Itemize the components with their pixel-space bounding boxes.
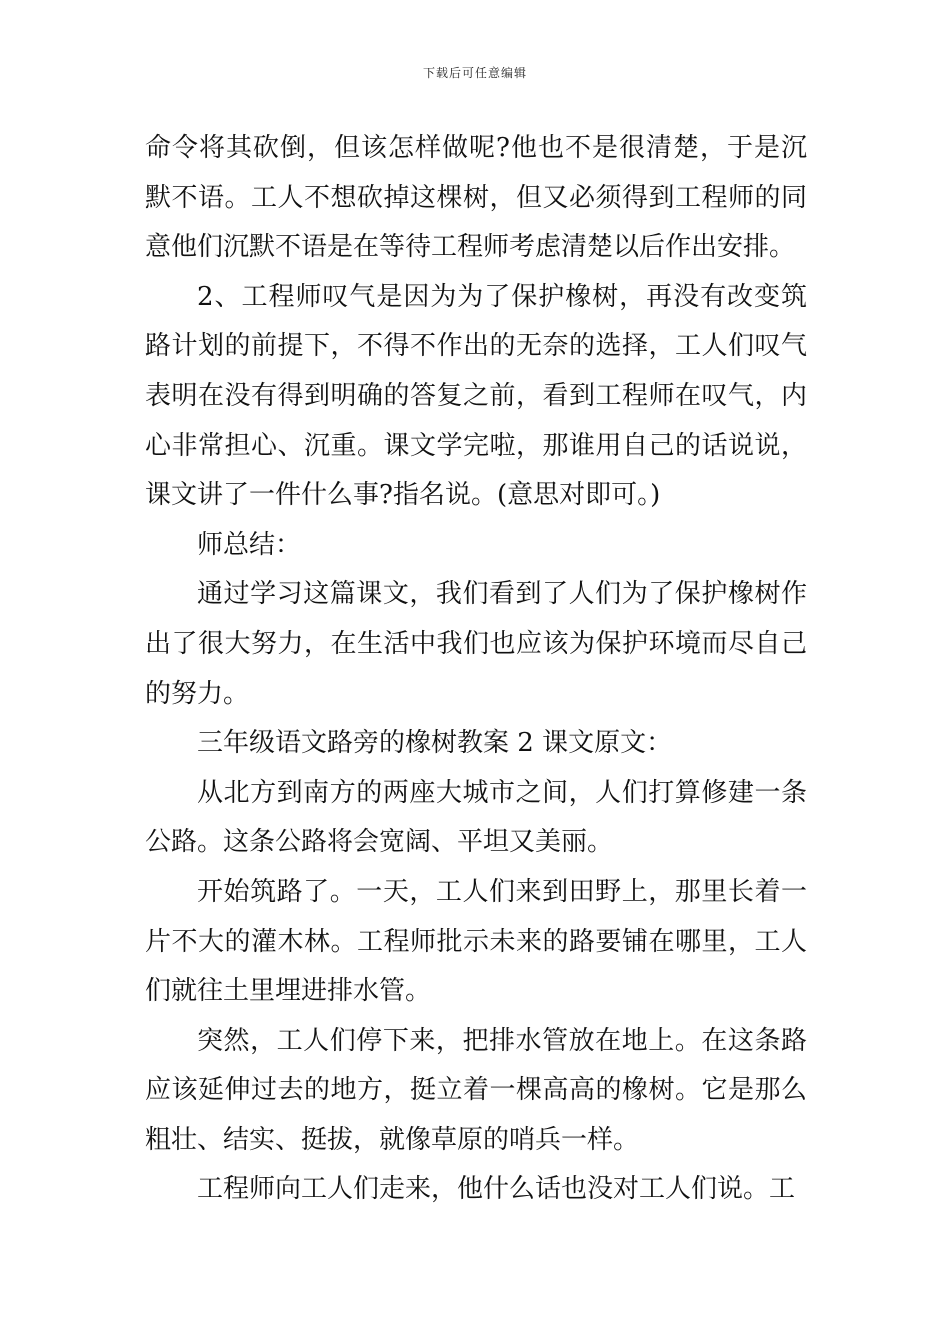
paragraph-6: 从北方到南方的两座大城市之间，人们打算修建一条公路。这条公路将会宽阔、平坦又美丽。 [145, 777, 807, 858]
paragraph-5-heading: 三年级语文路旁的橡树教案 2 课文原文： [197, 728, 673, 759]
paragraph-9: 工程师向工人们走来，他什么话也没对工人们说。工 [197, 1174, 796, 1205]
paragraph-7: 开始筑路了。一天，工人们来到田野上，那里长着一片不大的灌木林。工程师批示未来的路要铺在哪里，工人们就往土里埋进排水管。 [145, 876, 807, 1007]
page-header: 下载后可任意编辑 [422, 66, 527, 80]
document-body [145, 124, 807, 1215]
paragraph-3: 师总结： [197, 529, 302, 560]
paragraph-8: 突然，工人们停下来，把排水管放在地上。在这条路应该延伸过去的地方，挺立着一棵高高的橡树。它是那么粗壮、结实、挺拔，就像草原的哨兵一样。 [145, 1025, 807, 1155]
paragraph-1: 命令将其砍倒，但该怎样做呢?他也不是很清楚，于是沉默不语。工人不想砍掉这棵树，但又必须得到工程师的同意他们沉默不语是在等待工程师考虑清楚以后作出安排。 [145, 133, 807, 263]
paragraph-2: 2、工程师叹气是因为为了保护橡树，再没有改变筑路计划的前提下，不得不作出的无奈的选择，工人们叹气表明在没有得到明确的答复之前，看到工程师在叹气，内心非常担心、沉重。课文学完啦，那谁用自己的话说说，课文讲了一件什么事?指名说。(意思对即可。) [145, 281, 807, 511]
paragraph-4: 通过学习这篇课文，我们看到了人们为了保护橡树作出了很大努力，在生活中我们也应该为保护环境而尽自己的努力。 [145, 579, 807, 709]
